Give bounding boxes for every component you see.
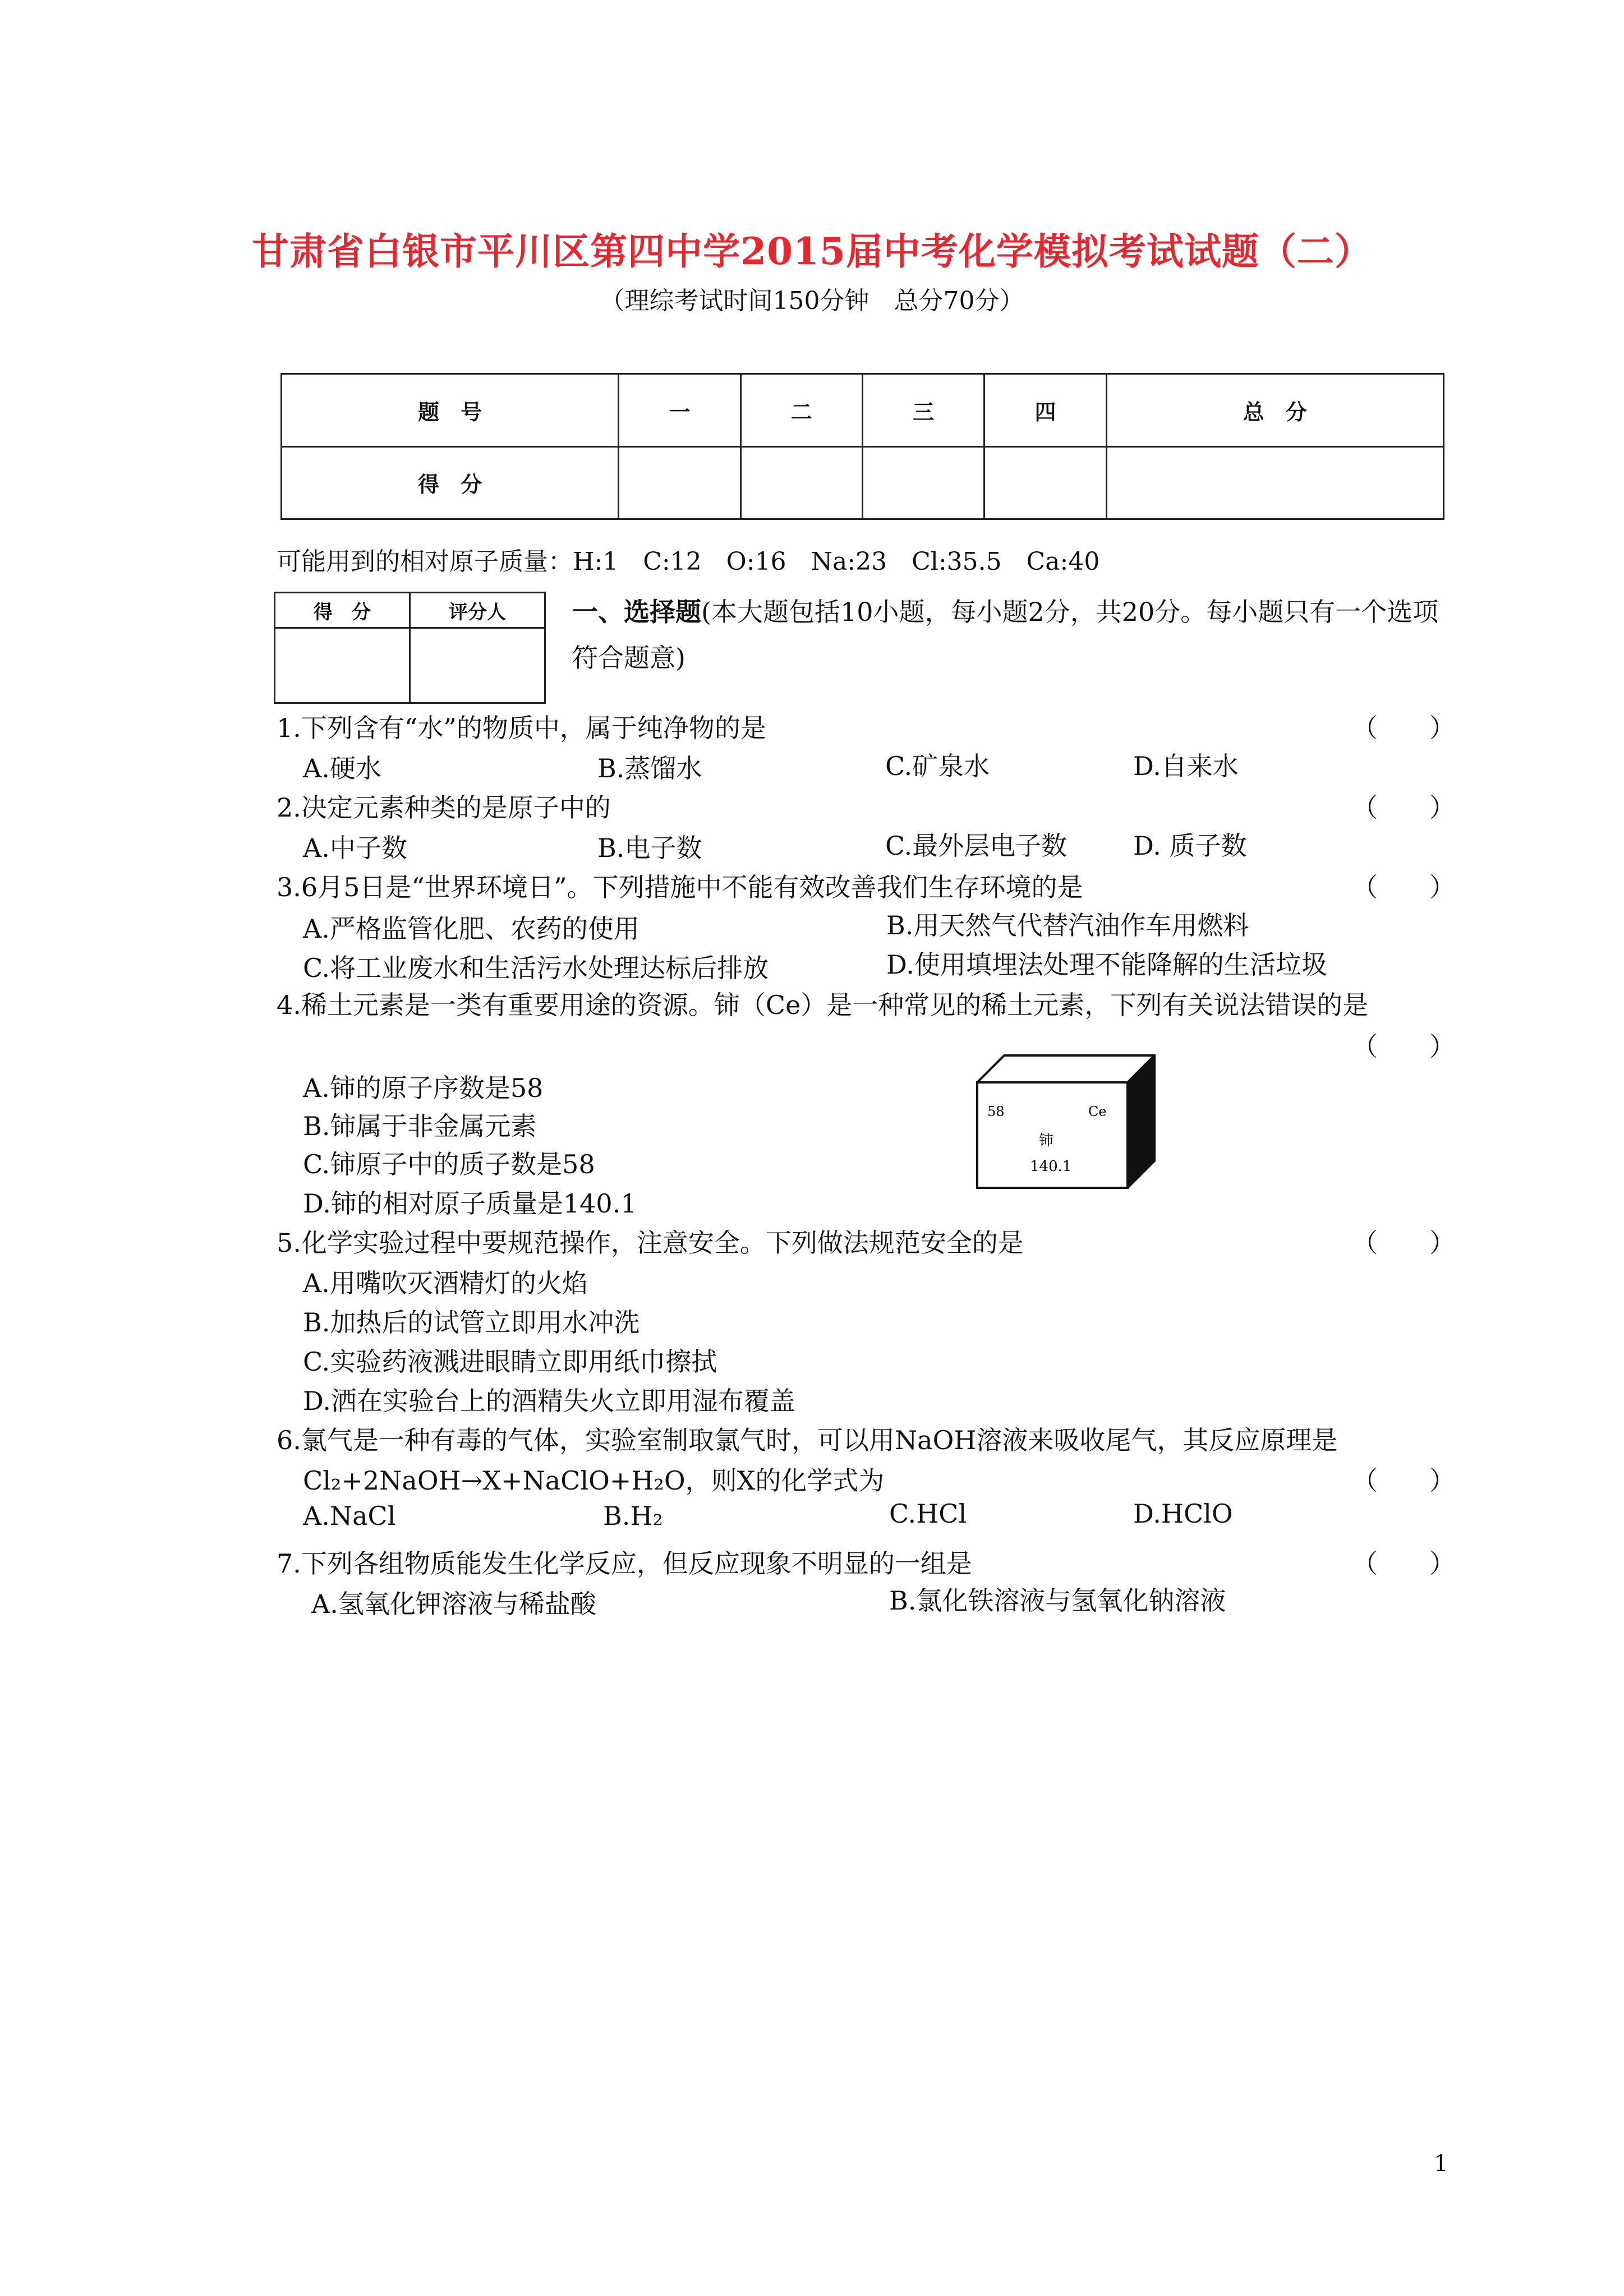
- q5-option-c: C.实验药液溅进眼睛立即用纸巾擦拭: [303, 1347, 717, 1377]
- q1-option-c: C.矿泉水: [885, 751, 990, 781]
- score-table: [280, 373, 1444, 520]
- score-col-1: 一: [619, 374, 740, 447]
- grader-name-cell[interactable]: [410, 628, 545, 703]
- q4-option-b: B.铈属于非金属元素: [303, 1111, 537, 1141]
- answer-paren-6[interactable]: （ ）: [1352, 1465, 1455, 1496]
- answer-paren-2[interactable]: （ ）: [1352, 792, 1455, 823]
- q4-option-d: D.铈的相对原子质量是140.1: [303, 1188, 637, 1219]
- question-7-stem: 7.下列各组物质能发生化学反应，但反应现象不明显的一组是: [277, 1548, 972, 1579]
- score-row-label: 得 分: [282, 446, 619, 519]
- q6-option-b: B.H₂: [603, 1501, 663, 1531]
- answer-paren-3[interactable]: （ ）: [1352, 872, 1455, 902]
- q5-option-d: D.洒在实验台上的酒精失火立即用湿布覆盖: [303, 1386, 795, 1416]
- score-header-label: 题 号: [282, 374, 619, 447]
- question-6-stem: 6.氯气是一种有毒的气体，实验室制取氯气时，可以用NaOH溶液来吸收尾气，其反应原理是: [277, 1425, 1338, 1455]
- question-6-equation: Cl₂+2NaOH→X+NaClO+H₂O，则X的化学式为: [303, 1465, 885, 1496]
- score-col-total: 总 分: [1106, 374, 1443, 447]
- section-heading: [572, 589, 1447, 681]
- q1-option-d: D.自来水: [1133, 751, 1239, 781]
- section-title: 一、选择题: [572, 597, 701, 627]
- answer-paren-4[interactable]: （ ）: [1352, 1031, 1455, 1062]
- q3-option-a: A.严格监管化肥、农药的使用: [303, 914, 640, 944]
- page-number: 1: [1434, 2151, 1448, 2177]
- question-5-stem: 5.化学实验过程中要规范操作，注意安全。下列做法规范安全的是: [277, 1228, 1024, 1258]
- atomic-masses: 可能用到的相对原子质量：H:1 C:12 O:16 Na:23 Cl:35.5 Ca:40: [277, 547, 1100, 576]
- tile-atomic-number: 58: [987, 1104, 1005, 1119]
- question-3-stem: 3.6月5日是“世界环境日”。下列措施中不能有效改善我们生存环境的是: [277, 872, 1083, 902]
- exam-title: 甘肃省白银市平川区第四中学2015届中考化学模拟考试试题（二）: [252, 229, 1372, 273]
- answer-paren-7[interactable]: （ ）: [1352, 1548, 1455, 1579]
- tile-symbol: Ce: [1088, 1104, 1107, 1119]
- q7-option-b: B.氯化铁溶液与氢氧化钠溶液: [889, 1585, 1226, 1616]
- q3-option-d: D.使用填埋法处理不能降解的生活垃圾: [886, 949, 1327, 980]
- grader-name-label: 评分人: [410, 593, 545, 628]
- grader-box: [274, 592, 546, 704]
- q2-option-a: A.中子数: [303, 833, 407, 863]
- q3-option-c: C.将工业废水和生活污水处理达标后排放: [303, 953, 769, 983]
- q2-option-c: C.最外层电子数: [885, 831, 1068, 861]
- q1-option-b: B.蒸馏水: [597, 753, 702, 783]
- q2-option-d: D. 质子数: [1133, 831, 1247, 861]
- score-col-2: 二: [740, 374, 862, 447]
- q4-option-a: A.铈的原子序数是58: [303, 1073, 544, 1103]
- answer-paren-1[interactable]: （ ）: [1352, 713, 1455, 743]
- q5-option-a: A.用嘴吹灭酒精灯的火焰: [303, 1268, 588, 1298]
- q6-option-c: C.HCl: [889, 1499, 967, 1529]
- section-instructions: (本大题包括10小题，每小题2分，共20分。每小题只有一个选项符合题意): [572, 597, 1439, 673]
- score-cell[interactable]: [984, 446, 1106, 519]
- answer-paren-5[interactable]: （ ）: [1352, 1228, 1455, 1258]
- score-cell[interactable]: [740, 446, 862, 519]
- q6-option-d: D.HClO: [1133, 1499, 1233, 1529]
- grader-score-cell[interactable]: [275, 628, 410, 703]
- exam-subtitle: （理综考试时间150分钟 总分70分）: [600, 287, 1024, 315]
- cerium-element-tile: [976, 1054, 1156, 1189]
- score-cell[interactable]: [862, 446, 984, 519]
- question-1-stem: 1.下列含有“水”的物质中，属于纯净物的是: [277, 713, 766, 743]
- q2-option-b: B.电子数: [597, 833, 702, 863]
- tile-top-face: [977, 1055, 1154, 1082]
- q1-option-a: A.硬水: [303, 753, 381, 783]
- q7-option-a: A.氢氧化钾溶液与稀盐酸: [311, 1589, 596, 1619]
- q3-option-b: B.用天然气代替汽油作车用燃料: [886, 910, 1249, 940]
- tile-element-name: 铈: [1039, 1132, 1054, 1149]
- score-cell[interactable]: [619, 446, 740, 519]
- score-col-4: 四: [984, 374, 1106, 447]
- score-col-3: 三: [862, 374, 984, 447]
- q5-option-b: B.加热后的试管立即用水冲洗: [303, 1307, 640, 1338]
- q6-option-a: A.NaCl: [303, 1501, 396, 1531]
- q4-option-c: C.铈原子中的质子数是58: [303, 1149, 595, 1179]
- tile-atomic-mass: 140.1: [1030, 1158, 1072, 1175]
- score-cell[interactable]: [1106, 446, 1443, 519]
- question-2-stem: 2.决定元素种类的是原子中的: [277, 792, 611, 823]
- grader-score-label: 得 分: [275, 593, 410, 628]
- question-4-stem: 4.稀土元素是一类有重要用途的资源。铈（Ce）是一种常见的稀土元素，下列有关说法错误的是: [277, 990, 1369, 1020]
